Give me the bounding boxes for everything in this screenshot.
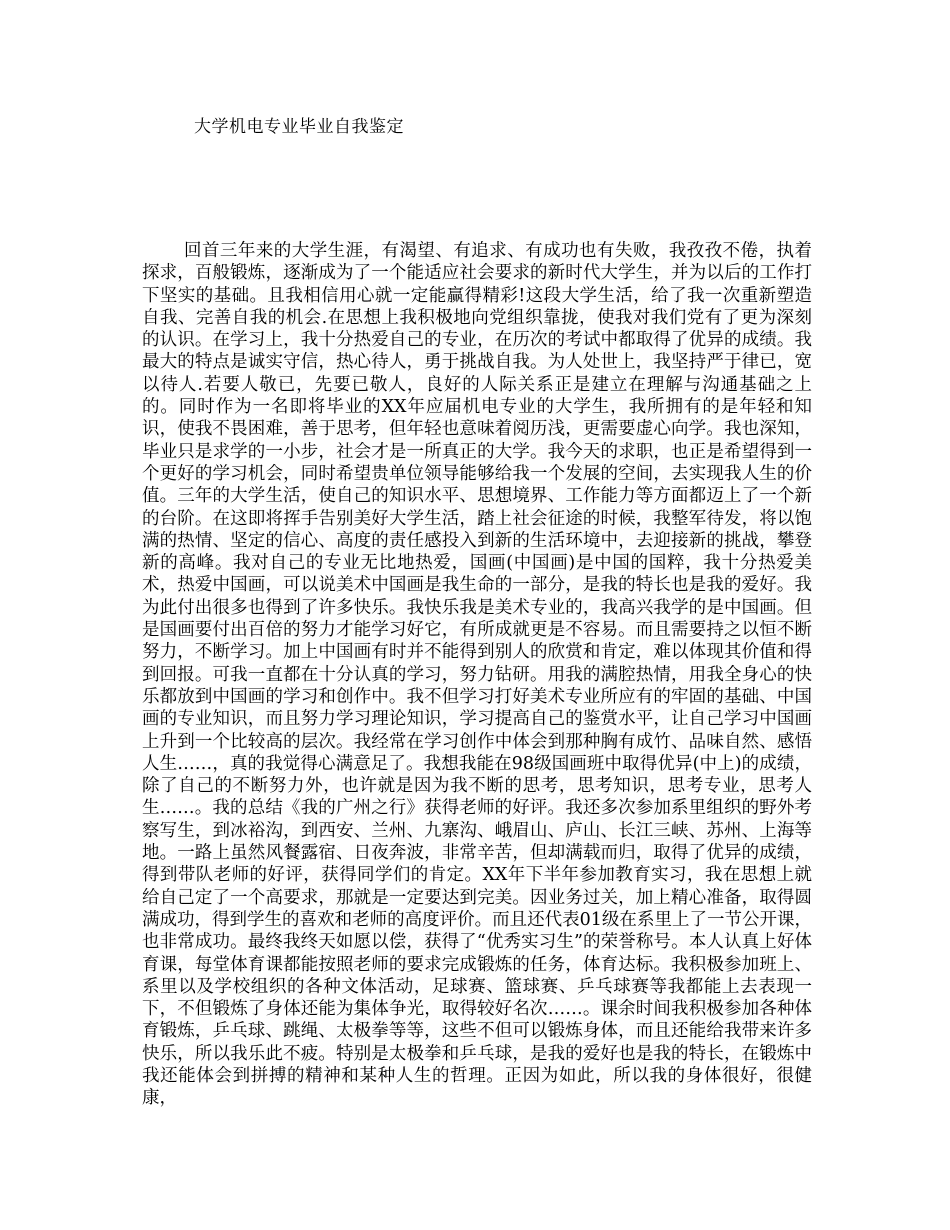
document-body-paragraph: 回首三年来的大学生涯，有渴望、有追求、有成功也有失败，我孜孜不倦，执着探求，百般锻炼，逐渐成为了一个能适应社会要求的新时代大学生，并为以后的工作打下坚实的基础。且我相信用心就一定能赢得精彩!这段大学生活，给了我一次重新塑造自我、完善自我的机会.在思想上我积极地向党组织靠拢，使我对我们党有了更为深刻的认识。在学习上，我十分热爱自己的专业，在历次的考试中都取得了优异的成绩。我最大的特点是诚实守信，热心待人，勇于挑战自我。为人处世上，我坚持严于律已，宽以待人.若要人敬已，先要已敬人，良好的人际关系正是建立在理解与沟通基础之上的。同时作为一名即将毕业的XX年应届机电专业的大学生，我所拥有的是年轻和知识，使我不畏困难，善于思考，但年轻也意味着阅历浅，更需要虚心向学。我也深知，毕业只是求学的一小步，社会才是一所真正的大学。我今天的求职，也正是希望得到一个更好的学习机会，同时希望贵单位领导能够给我一个发展的空间，去实现我人生的价值。三年的大学生活，使自己的知识水平、思想境界、工作能力等方面都迈上了一个新的台阶。在这即将挥手告别美好大学生活，踏上社会征途的时候，我整军待发，将以饱满的热情、坚定的信心、高度的责任感投入到新的生活环境中，去迎接新的挑战，攀登新的高峰。我对自己的专业无比地热爱，国画(中国画)是中国的国粹，我十分热爱美术，热爱中国画，可以说美术中国画是我生命的一部分，是我的特长也是我的爱好。我为此付出很多也得到了许多快乐。我快乐我是美术专业的，我高兴我学的是中国画。但是国画要付出百倍的努力才能学习好它，有所成就更是不容易。而且需要持之以恒不断努力，不断学习。加上中国画有时并不能得到别人的欣赏和肯定，难以体现其价值和得到回报。可我一直都在十分认真的学习，努力钻研。用我的满腔热情，用我全身心的快乐都放到中国画的学习和创作中。我不但学习打好美术专业所应有的牢固的基础、中国画的专业知识，而且努力学习理论知识，学习提高自己的鉴赏水平，让自己学习中国画上升到一个比较高的层次。我经常在学习创作中体会到那种胸有成竹、品味自然、感悟人生……，真的我觉得心满意足了。我想我能在98级国画班中取得优异(中上)的成绩，除了自己的不断努力外，也许就是因为我不断的思考，思考知识，思考专业，思考人生……。我的总结《我的广州之行》获得老师的好评。我还多次参加系里组织的野外考察写生，到冰裕沟，到西安、兰州、九寨沟、峨眉山、庐山、长江三峡、苏州、上海等地。一路上虽然风餐露宿、日夜奔波，非常辛苦，但却满载而归，取得了优异的成绩，得到带队老师的好评，获得同学们的肯定。XX年下半年参加教育实习，我在思想上就给自己定了一个高要求，那就是一定要达到完美。因业务过关，加上精心准备，取得圆满成功，得到学生的喜欢和老师的高度评价。而且还代表01级在系里上了一节公开课，也非常成功。最终我终天如愿以偿，获得了“优秀实习生”的荣誉称号。本人认真上好体育课，每堂体育课都能按照老师的要求完成锻炼的任务，体育达标。我积极参加班上、系里以及学校组织的各种文体活动，足球赛、篮球赛、乒乓球赛等我都能上去表现一下，不但锻炼了身体还能为集体争光，取得较好名次……。课余时间我积极参加各种体育锻炼，乒乓球、跳绳、太极拳等等，这些不但可以锻炼身体，而且还能给我带来许多快乐，所以我乐此不疲。特别是太极拳和乒乓球，是我的爱好也是我的特长，在锻炼中我还能体会到拼搏的精神和某种人生的哲理。正因为如此，所以我的身体很好，很健康， <box>142 241 812 1109</box>
document-title: 大学机电专业毕业自我鉴定 <box>194 117 404 137</box>
